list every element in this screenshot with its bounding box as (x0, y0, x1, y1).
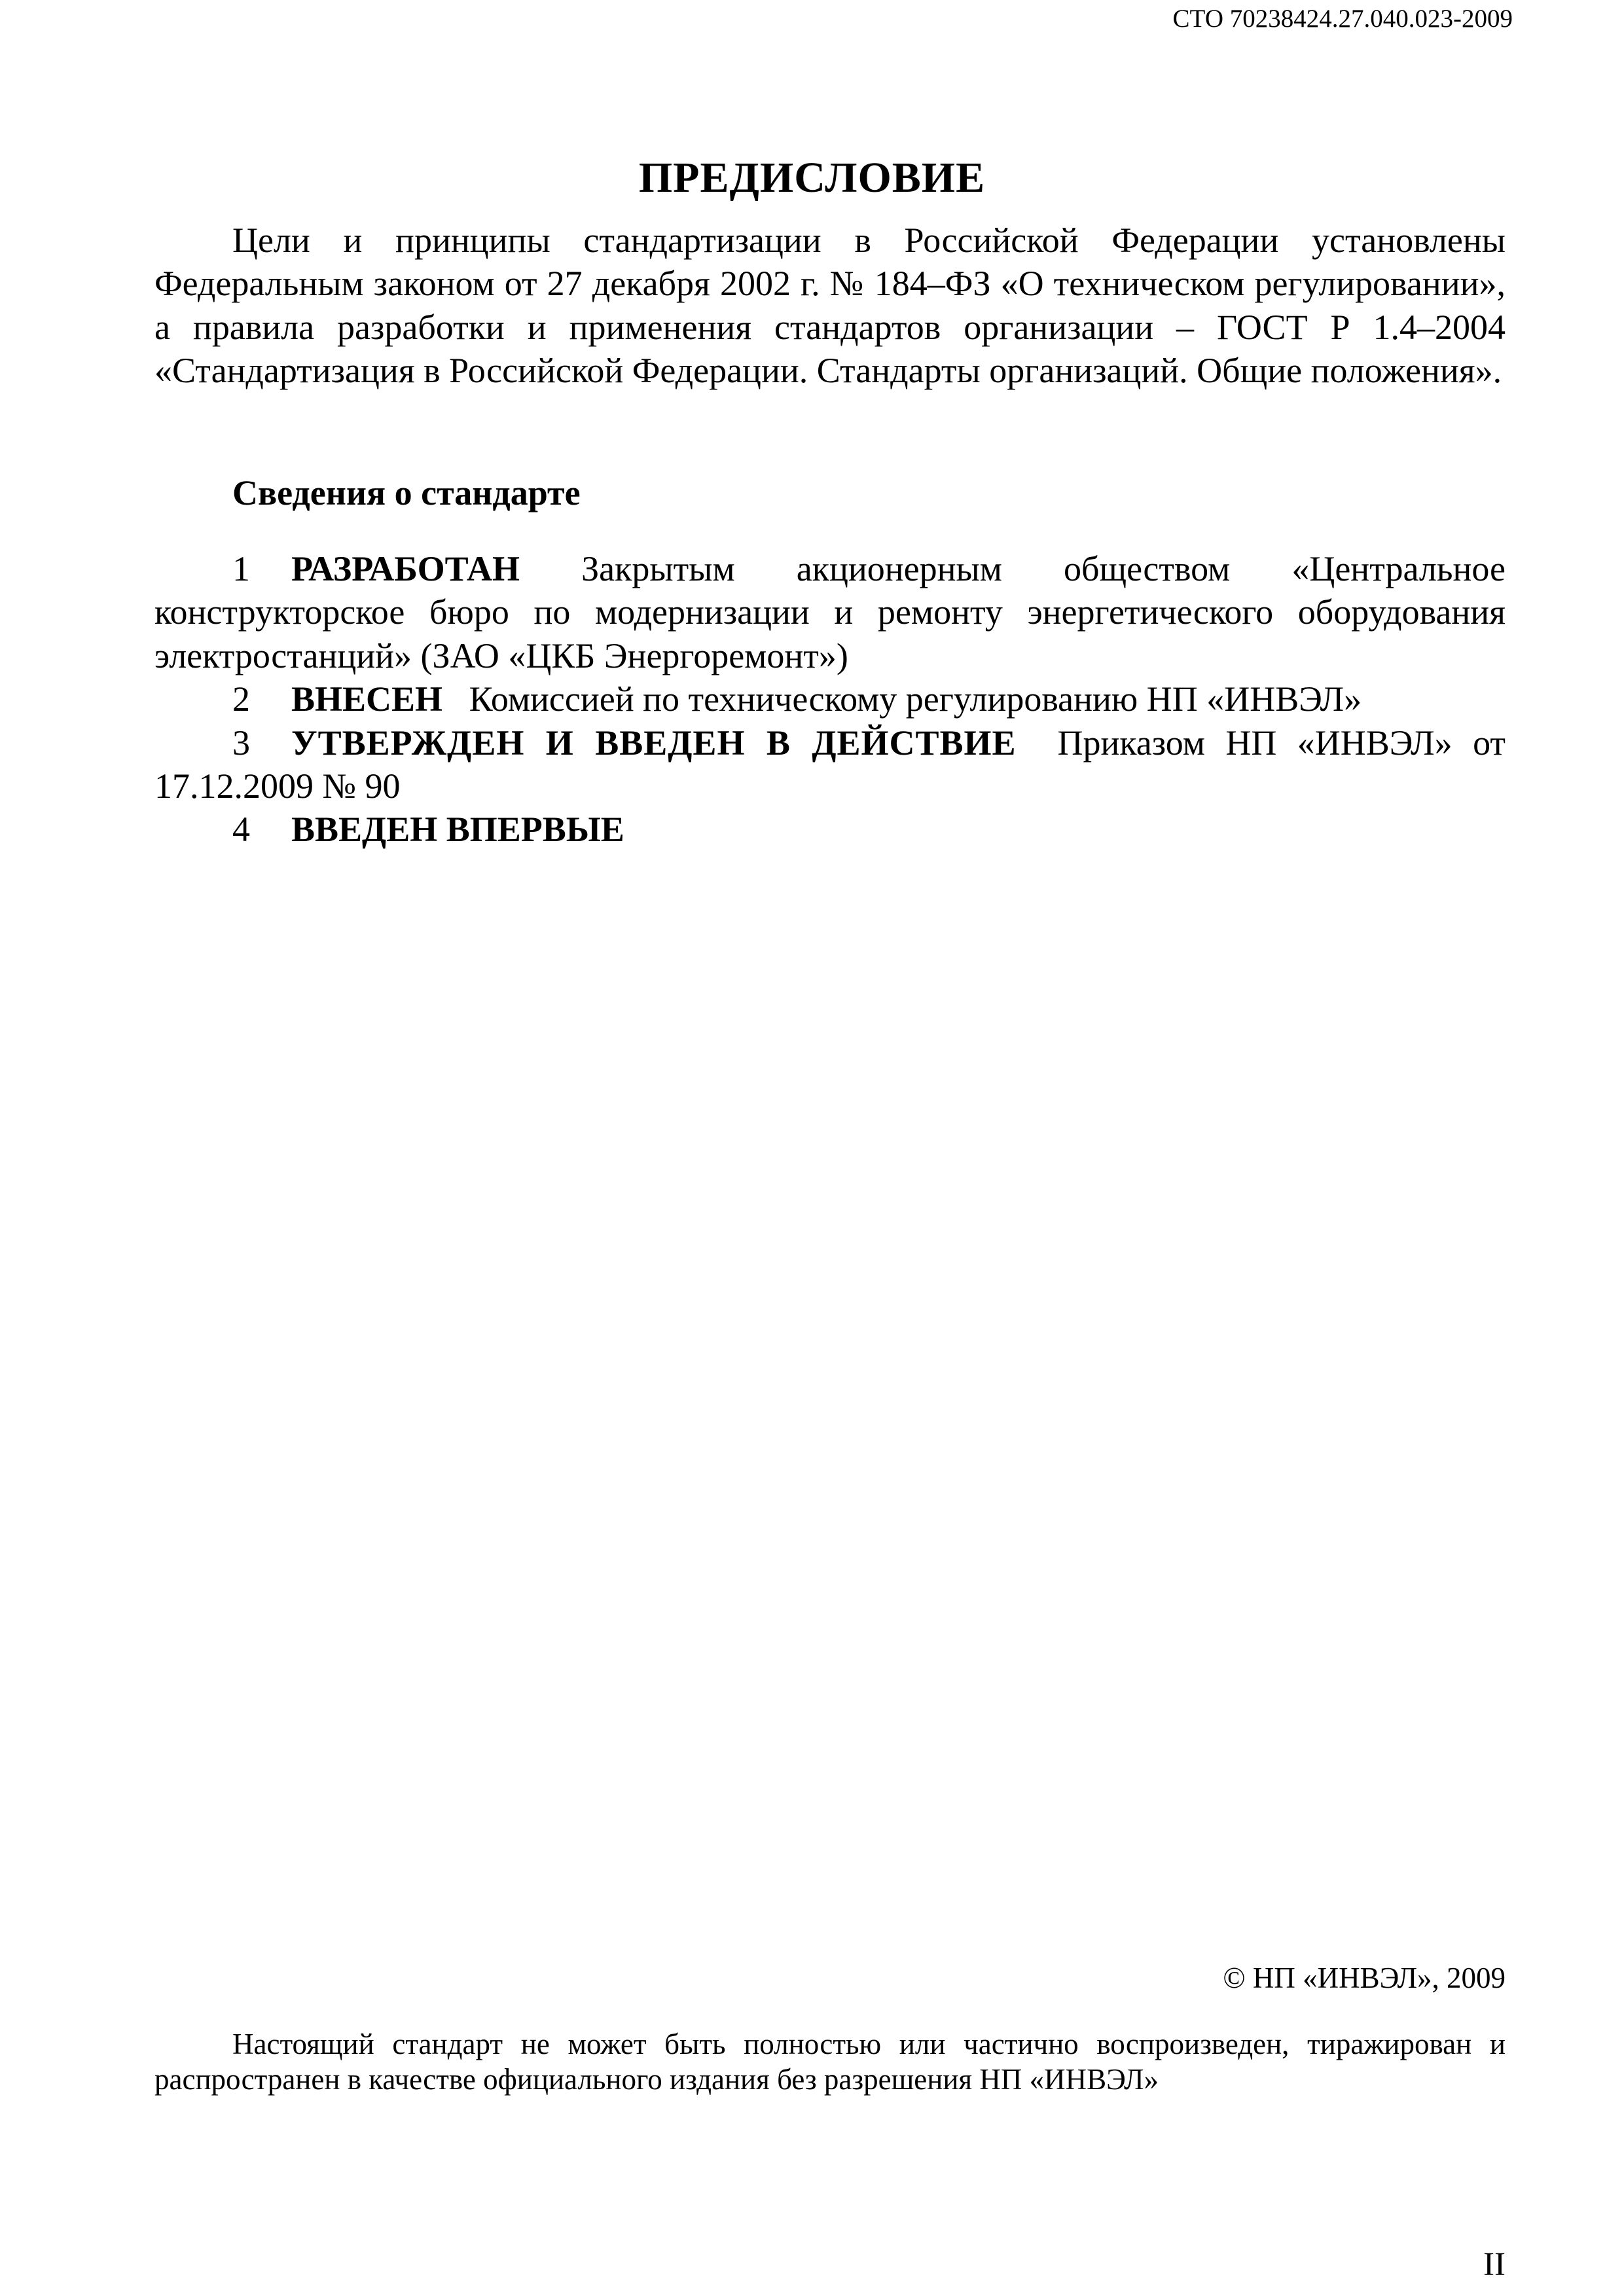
copyright-line: © НП «ИНВЭЛ», 2009 (1223, 1962, 1506, 1994)
list-item (154, 721, 1515, 808)
document-code: СТО 70238424.27.040.023-2009 (1172, 5, 1513, 33)
list-item (154, 547, 1506, 677)
item-keyword: ВВЕДЕН ВПЕРВЫЕ (291, 810, 624, 850)
list-item (154, 808, 1506, 851)
item-number: 4 (232, 810, 250, 850)
intro-section (154, 219, 1506, 393)
reproduction-notice: Настоящий стандарт не может быть полностью или частично воспроизведен, тиражирован и распространен в качестве официального издания без разрешения НП «ИНВЭЛ» (154, 2028, 1506, 2096)
item-text: Закрытым акционерным обществом «Центральное конструкторское бюро по модернизации и ремонту энергетического оборудования электростанций» (ЗАО «ЦКБ Энергоремонт») (154, 549, 1506, 675)
page-title: ПРЕДИСЛОВИЕ (638, 154, 986, 202)
intro-paragraph: Цели и принципы стандартизации в Российской Федерации установлены Федеральным законом от 27 декабря 2002 г. № 184–ФЗ «О техническом регулировании», а правила разработки и применения стандартов организации – ГОСТ Р 1.4–2004 «Стандартизация в Российской Федерации. Стандарты организаций. Общие положения». (154, 221, 1506, 391)
item-text: Приказом НП «ИНВЭЛ» от 17.12.2009 № 90 (154, 723, 1515, 806)
item-number: 3 (232, 723, 250, 762)
item-keyword: ВНЕСЕН (291, 679, 443, 719)
page-number: II (1483, 2246, 1506, 2283)
section-heading: Сведения о стандарте (232, 473, 581, 512)
item-text: Комиссией по техническому регулированию НП «ИНВЭЛ» (442, 679, 1362, 719)
item-keyword: РАЗРАБОТАН (291, 549, 520, 588)
standard-info-list (154, 547, 1515, 852)
item-number: 1 (232, 549, 250, 588)
item-number: 2 (232, 679, 250, 719)
item-keyword: УТВЕРЖДЕН И ВВЕДЕН В ДЕЙСТВИЕ (291, 723, 1017, 762)
list-item (154, 677, 1506, 721)
